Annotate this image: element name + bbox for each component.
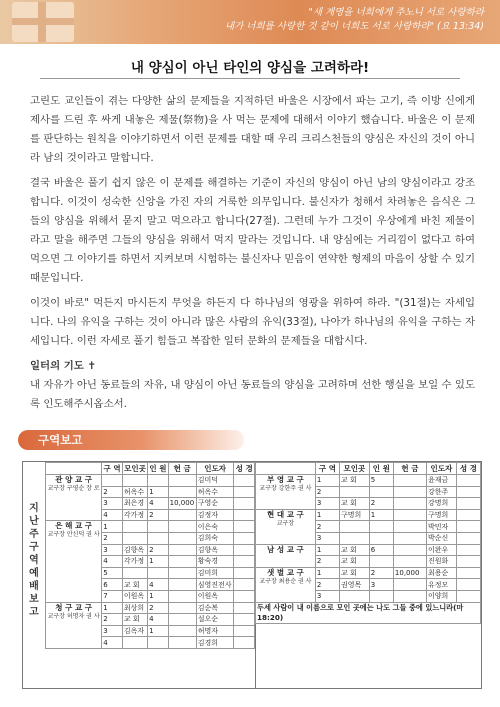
table-cell: 교 회 (122, 614, 147, 626)
table-cell (393, 486, 426, 498)
table-cell: 1 (148, 590, 169, 602)
section-header-bar (18, 430, 244, 450)
table-cell: 교 회 (339, 567, 369, 579)
table-cell (168, 579, 196, 591)
table-cell: 유정모 (426, 579, 456, 591)
table-cell: 심영진전사 (196, 579, 234, 591)
table-cell (168, 567, 196, 579)
table-cell (168, 509, 196, 521)
table-cell (456, 486, 480, 498)
table-cell: 1 (369, 509, 393, 521)
table-row (46, 475, 255, 487)
table-cell: 2 (102, 614, 123, 626)
table-cell: 최은경 (122, 498, 147, 510)
table-cell: 1 (148, 556, 169, 568)
table-cell: 4 (148, 498, 169, 510)
table-cell: 김향옥 (122, 544, 147, 556)
table-row (256, 567, 481, 579)
paragraph: 이것이 바로" 먹든지 마시든지 무엇을 하든지 다 하나님의 영광을 위하여 하라. "(31절)는 자세입니다. 나의 유익을 구하는 것이 아니라 많은 사람의 유익(33절), 나아가 하나님의 유익을 구하는 자세입니다. 이런 자세로 풀기 힘들고 복잡한 일터 문화의 문제들을 대합시다. (30, 297, 475, 347)
table-cell: 3 (315, 590, 339, 602)
table-cell: 3 (102, 544, 123, 556)
table-cell: 강한주 (426, 486, 456, 498)
table-cell: 이은숙 (196, 521, 234, 533)
table-cell: 각가정 (122, 556, 147, 568)
table-cell: 이원옥 (122, 590, 147, 602)
table-cell (393, 498, 426, 510)
table-cell: 김향옥 (196, 544, 234, 556)
table-cell (456, 544, 480, 556)
group-cell (256, 544, 316, 567)
table-cell: 이양희 (426, 590, 456, 602)
table-cell (122, 567, 147, 579)
table-cell (393, 556, 426, 568)
table-cell: 설오순 (196, 614, 234, 626)
group-cell (46, 475, 102, 521)
table-cell (339, 532, 369, 544)
table-cell: 6 (102, 579, 123, 591)
table-cell: 김경희 (196, 637, 234, 649)
footnote-verse: 두세 사람이 내 이름으로 모인 곳에는 나도 그들 중에 있느니라(마 18:20) (256, 602, 481, 623)
group-name: 현 대 교 구 (266, 509, 304, 519)
group-name: 남 성 교 구 (266, 544, 304, 554)
table-cell (456, 532, 480, 544)
table-cell (339, 590, 369, 602)
table-cell: 박민자 (426, 521, 456, 533)
table-cell (168, 602, 196, 614)
table-cell: 2 (315, 556, 339, 568)
table-cell: 5 (102, 567, 123, 579)
table-cell: 강명희 (426, 498, 456, 510)
table-cell (234, 590, 255, 602)
column-header: 모인곳 (339, 463, 369, 475)
group-name: 청 구 교 구 (55, 602, 93, 612)
table-cell (456, 556, 480, 568)
table-cell (122, 521, 147, 533)
prayer-text: 내 자유가 아닌 동료들의 자유, 내 양심이 아닌 동료들의 양심을 고려하며 선한 행실을 보일 수 있도록 인도해주시옵소서. (30, 379, 475, 410)
table-cell: 진원화 (426, 556, 456, 568)
table-cell (168, 521, 196, 533)
column-header: 인도자 (196, 463, 234, 475)
table-cell (234, 614, 255, 626)
table-cell: 4 (102, 556, 123, 568)
table-cell: 3 (102, 498, 123, 510)
header-blank (46, 463, 102, 475)
table-cell (369, 521, 393, 533)
table-cell: 1 (102, 602, 123, 614)
table-cell (369, 590, 393, 602)
table-cell: 1 (315, 567, 339, 579)
table-cell (456, 521, 480, 533)
table-cell: 이완우 (426, 544, 456, 556)
table-cell: 구영순 (196, 498, 234, 510)
table-cell: 구명희 (426, 509, 456, 521)
group-cell (46, 521, 102, 602)
table-cell: 최용순 (426, 567, 456, 579)
table-cell: 1 (315, 475, 339, 487)
table-cell (393, 590, 426, 602)
table-cell (168, 475, 196, 487)
table-cell (393, 475, 426, 487)
article-body (30, 92, 475, 414)
table-cell (148, 532, 169, 544)
table-cell: 김정자 (196, 509, 234, 521)
table-cell: 2 (369, 498, 393, 510)
table-cell: 최상희 (122, 602, 147, 614)
table-cell: 2 (315, 486, 339, 498)
table-cell: 허옥수 (122, 486, 147, 498)
table-cell (369, 556, 393, 568)
table-cell: 5 (369, 475, 393, 487)
table-cell: 10,000 (393, 567, 426, 579)
group-cell (256, 567, 316, 602)
table-cell: 김미희 (196, 567, 234, 579)
report-right-table (255, 462, 481, 624)
paragraph: 고린도 교인들이 겪는 다양한 삶의 문제들을 지적하던 바울은 시장에서 파는 고기, 즉 이방 신에게 제사를 드린 후 싸게 내놓은 제물(祭物)을 사 먹는 문제에 대해서 이야기 했습니다. 바울은 이 문제를 판단하는 원칙을 이야기하면서 이런 문제를 대할 때 우리 크리스천들의 양심은 자신의 것이 아니라 남의 것이라고 말합니다. (30, 95, 475, 164)
table-cell: 교 회 (339, 556, 369, 568)
article-title: 내 양심이 아닌 타인의 양심을 고려하라! (130, 60, 370, 76)
table-cell: 권영목 (339, 579, 369, 591)
table-cell: 윤재금 (426, 475, 456, 487)
table-cell: 2 (315, 579, 339, 591)
header-banner (0, 0, 500, 44)
group-name: 은 해 교 구 (55, 521, 93, 531)
table-cell (339, 486, 369, 498)
table-cell (168, 590, 196, 602)
table-cell: 1 (315, 544, 339, 556)
table-cell: 구명희 (339, 509, 369, 521)
table-row (256, 475, 481, 487)
table-cell: 4 (148, 579, 169, 591)
table-cell (234, 498, 255, 510)
table-cell (148, 475, 169, 487)
bible-verse: "새 계명을 너희에게 주노니 서로 사랑하라 내가 너희를 사랑한 것 같이 너희도 서로 사랑하라" (요 13:34) (224, 7, 484, 32)
prayer-heading: 일터의 기도 ✝ (30, 360, 97, 372)
table-cell: 4 (148, 614, 169, 626)
table-cell: 2 (102, 532, 123, 544)
group-leader: 교구장 허명자 권 사 (47, 612, 100, 620)
table-cell: 김희숙 (196, 532, 234, 544)
table-cell: 허옥수 (196, 486, 234, 498)
column-header: 성 경 (235, 464, 253, 473)
table-cell (456, 567, 480, 579)
table-cell (148, 637, 169, 649)
table-cell: 교 회 (339, 475, 369, 487)
table-cell (393, 579, 426, 591)
table-cell (122, 475, 147, 487)
column-header: 인 원 (369, 463, 393, 475)
table-cell (148, 521, 169, 533)
table-cell: 1 (102, 521, 123, 533)
table-cell (234, 532, 255, 544)
table-cell: 2 (148, 602, 169, 614)
table-cell (393, 532, 426, 544)
column-header: 구 역 (103, 464, 121, 473)
header-blank (256, 463, 316, 475)
table-cell (168, 544, 196, 556)
table-cell (234, 556, 255, 568)
group-cell (256, 475, 316, 510)
table-cell: 4 (102, 509, 123, 521)
group-leader: 교구장 최용순 권 사 (259, 577, 312, 585)
table-row (256, 509, 481, 521)
table-cell: 박순신 (426, 532, 456, 544)
table-cell: 교 회 (339, 498, 369, 510)
table-row (46, 602, 255, 614)
group-name: 부 영 교 구 (266, 475, 304, 484)
column-header: 헌 금 (393, 463, 426, 475)
column-header: 구 역 (315, 463, 339, 475)
table-cell (234, 567, 255, 579)
table-cell (168, 637, 196, 649)
group-name: 샛 별 교 구 (266, 567, 304, 577)
table-cell (234, 544, 255, 556)
column-header: 모인곳 (124, 464, 146, 473)
table-cell: 허명자 (196, 625, 234, 637)
table-cell: 3 (102, 625, 123, 637)
table-cell: 4 (102, 637, 123, 649)
paragraph: 결국 바울은 풀기 쉽지 않은 이 문제를 해결하는 기준이 자신의 양심이 아닌 남의 양심이라고 강조합니다. 이것이 성숙한 신앙을 가진 자의 거룩한 의무입니다. 불신자가 청해서 차려놓은 음식은 그들의 양심을 위해서 묻지 말고 먹으라고 합니다(27절). 그런데 누가 그것이 우상에게 바친 제물이라고 말을 해주면 그들의 양심을 위해서 먹지 말라는 것입니다. 내 양심에는 거리낌이 없다고 하여 먹으면 그 이야기를 하면서 지켜보며 시험하는 불신자나 믿음이 연약한 형제의 마음이 상할 수 있기 때문입니다. (30, 177, 475, 284)
group-cell (46, 602, 102, 648)
table-cell (369, 486, 393, 498)
table-row (256, 544, 481, 556)
column-header: 인도자 (426, 463, 456, 475)
table-cell (234, 509, 255, 521)
table-cell: 10,000 (168, 498, 196, 510)
table-cell (234, 579, 255, 591)
table-cell: 교 회 (339, 544, 369, 556)
table-cell (234, 625, 255, 637)
table-cell (456, 579, 480, 591)
table-cell (168, 625, 196, 637)
table-cell (456, 498, 480, 510)
table-cell: 3 (315, 532, 339, 544)
table-cell: 1 (315, 509, 339, 521)
table-cell (339, 521, 369, 533)
table-cell: 1 (148, 625, 169, 637)
table-cell (234, 521, 255, 533)
table-cell (234, 475, 255, 487)
group-leader: 교구장 (276, 519, 295, 527)
table-cell (393, 521, 426, 533)
column-header: 성 경 (456, 463, 480, 475)
table-cell (369, 532, 393, 544)
table-cell (168, 532, 196, 544)
group-leader: 교구장 안신덕 권 사 (47, 531, 100, 539)
table-cell: 6 (369, 544, 393, 556)
column-header: 헌 금 (168, 463, 196, 475)
table-cell (456, 475, 480, 487)
table-cell (234, 602, 255, 614)
table-row (46, 521, 255, 533)
table-cell (168, 486, 196, 498)
table-cell (393, 544, 426, 556)
report-left-column (23, 462, 256, 688)
table-cell (456, 509, 480, 521)
table-cell (234, 637, 255, 649)
table-cell (234, 486, 255, 498)
table-cell: 1 (148, 486, 169, 498)
table-cell: 김미덕 (196, 475, 234, 487)
table-cell (168, 556, 196, 568)
group-leader: 교구장 구영순 장 로 (47, 485, 100, 492)
table-cell (393, 509, 426, 521)
group-cell (256, 509, 316, 544)
table-cell: 7 (102, 590, 123, 602)
table-cell: 이원옥 (196, 590, 234, 602)
table-cell: 각가정 (122, 509, 147, 521)
table-cell: 2 (369, 567, 393, 579)
table-cell (148, 567, 169, 579)
table-cell: 3 (315, 498, 339, 510)
report-left-table (45, 462, 255, 649)
report-side-label: 지난주 구역예배보고 (29, 503, 39, 618)
table-cell: 2 (148, 544, 169, 556)
table-cell (122, 532, 147, 544)
table-cell: 3 (369, 579, 393, 591)
report-right-column (255, 462, 481, 688)
table-cell (168, 614, 196, 626)
group-name: 관 양 교 구 (55, 475, 93, 484)
table-cell: 2 (315, 521, 339, 533)
table-cell: 2 (148, 509, 169, 521)
group-report-table (22, 461, 482, 689)
gift-ribbon (12, 18, 74, 25)
table-cell (122, 637, 147, 649)
table-cell (102, 475, 123, 487)
column-header: 인 원 (149, 464, 167, 473)
table-cell: 황숙경 (196, 556, 234, 568)
table-cell: 2 (102, 486, 123, 498)
table-cell (456, 590, 480, 602)
table-cell: 교 회 (122, 579, 147, 591)
section-title: 구역보고 (38, 433, 83, 447)
title-divider (40, 78, 460, 79)
table-cell: 김순복 (196, 602, 234, 614)
table-cell: 김옥자 (122, 625, 147, 637)
group-leader: 교구장 강한주 권 사 (259, 485, 312, 492)
